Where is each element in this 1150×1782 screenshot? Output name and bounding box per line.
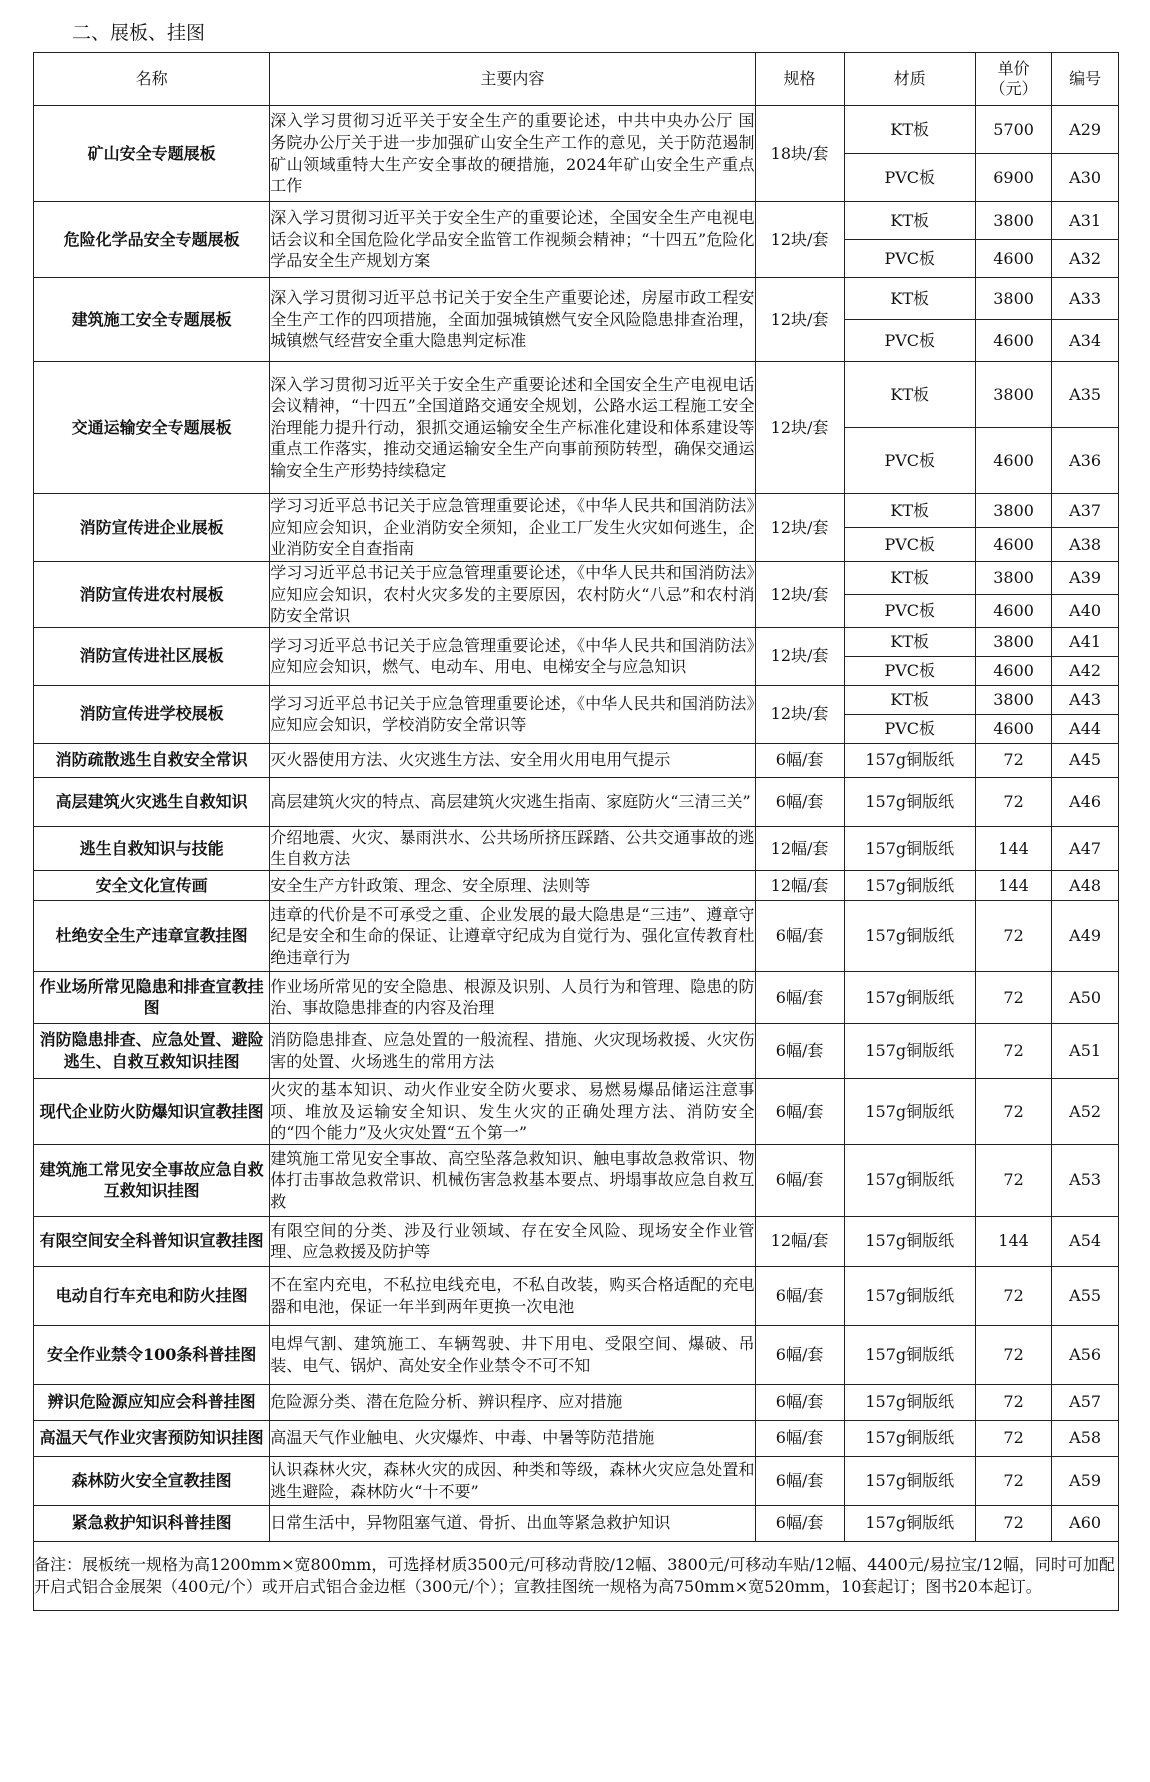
item-material: 157g铜版纸: [844, 900, 975, 971]
item-price: 4600: [975, 320, 1051, 362]
poster-row: [34, 1144, 1119, 1216]
item-material: KT板: [844, 202, 975, 240]
item-spec: 6幅/套: [755, 1505, 844, 1541]
item-spec: 12幅/套: [755, 1216, 844, 1266]
item-content: 深入学习贯彻习近平关于安全生产重要论述和全国安全生产电视电话会议精神，“十四五”全国道路交通安全规划，公路水运工程施工安全治理能力提升行动，狠抓交通运输安全生产标准化建设和体系建设等重点工作落实，推动交通运输安全生产向事前预防转型，确保交通运输安全生产形势持续稳定: [270, 362, 755, 494]
item-content: 日常生活中，异物阻塞气道、骨折、出血等紧急救护知识: [270, 1505, 755, 1541]
poster-row: [34, 826, 1119, 870]
item-content: 高层建筑火灾的特点、高层建筑火灾逃生指南、家庭防火“三清三关”: [270, 777, 755, 826]
item-code: A37: [1052, 494, 1119, 528]
item-code: A40: [1052, 594, 1119, 627]
item-price: 72: [975, 1325, 1051, 1384]
item-content: 学习习近平总书记关于应急管理重要论述，《中华人民共和国消防法》应知应会知识，农村火灾多发的主要原因，农村防火“八忌”和农村消防安全常识: [270, 562, 755, 628]
item-material: 157g铜版纸: [844, 1266, 975, 1325]
item-content: 安全生产方针政策、理念、安全原理、法则等: [270, 870, 755, 900]
item-material: 157g铜版纸: [844, 826, 975, 870]
item-material: PVC板: [844, 656, 975, 685]
item-spec: 6幅/套: [755, 743, 844, 777]
poster-row: [34, 1384, 1119, 1420]
poster-row: [34, 743, 1119, 777]
item-material: KT板: [844, 685, 975, 714]
item-price: 4600: [975, 528, 1051, 562]
item-price: 3800: [975, 494, 1051, 528]
item-code: A54: [1052, 1216, 1119, 1266]
item-price: 72: [975, 1078, 1051, 1144]
item-price: 72: [975, 900, 1051, 971]
item-name: 交通运输安全专题展板: [34, 362, 270, 494]
item-price: 3800: [975, 627, 1051, 656]
item-spec: 6幅/套: [755, 971, 844, 1023]
item-material: 157g铜版纸: [844, 870, 975, 900]
item-content: 介绍地震、火灾、暴雨洪水、公共场所挤压踩踏、公共交通事故的逃生自救方法: [270, 826, 755, 870]
item-price: 4600: [975, 428, 1051, 494]
item-code: A55: [1052, 1266, 1119, 1325]
item-material: PVC板: [844, 428, 975, 494]
header-spec: 规格: [755, 53, 844, 106]
catalog-table: [33, 52, 1119, 1611]
item-name: 安全文化宣传画: [34, 870, 270, 900]
header-name: 名称: [34, 53, 270, 106]
item-name: 作业场所常见隐患和排查宣教挂图: [34, 971, 270, 1023]
item-content: 灭火器使用方法、火灾逃生方法、安全用火用电用气提示: [270, 743, 755, 777]
item-price: 72: [975, 1023, 1051, 1078]
item-code: A33: [1052, 278, 1119, 320]
item-code: A58: [1052, 1420, 1119, 1456]
board-row: [34, 494, 1119, 528]
item-price: 4600: [975, 714, 1051, 743]
item-material: 157g铜版纸: [844, 1384, 975, 1420]
item-code: A60: [1052, 1505, 1119, 1541]
item-price: 72: [975, 1384, 1051, 1420]
header-row: [34, 53, 1119, 106]
poster-row: [34, 1023, 1119, 1078]
item-spec: 12幅/套: [755, 870, 844, 900]
item-code: A32: [1052, 240, 1119, 278]
item-name: 消防隐患排查、应急处置、避险逃生、自救互救知识挂图: [34, 1023, 270, 1078]
item-content: 深入学习贯彻习近平关于安全生产的重要论述，全国安全生产电视电话会议和全国危险化学品安全监管工作视频会精神；“十四五”危险化学品安全生产规划方案: [270, 202, 755, 278]
poster-row: [34, 1325, 1119, 1384]
item-price: 3800: [975, 278, 1051, 320]
item-material: 157g铜版纸: [844, 743, 975, 777]
item-spec: 12幅/套: [755, 826, 844, 870]
item-content: 学习习近平总书记关于应急管理重要论述，《中华人民共和国消防法》应知应会知识，燃气、电动车、用电、电梯安全与应急知识: [270, 627, 755, 685]
item-content: 有限空间的分类、涉及行业领域、存在安全风险、现场安全作业管理、应急救援及防护等: [270, 1216, 755, 1266]
item-spec: 6幅/套: [755, 1144, 844, 1216]
item-code: A43: [1052, 685, 1119, 714]
item-content: 电焊气割、建筑施工、车辆驾驶、井下用电、受限空间、爆破、吊装、电气、锅炉、高处安全作业禁令不可不知: [270, 1325, 755, 1384]
item-material: 157g铜版纸: [844, 1325, 975, 1384]
poster-row: [34, 1505, 1119, 1541]
item-spec: 6幅/套: [755, 1456, 844, 1505]
item-material: PVC板: [844, 714, 975, 743]
item-content: 违章的代价是不可承受之重、企业发展的最大隐患是“三违”、遵章守纪是安全和生命的保证、让遵章守纪成为自觉行为、强化宣传教育杜绝违章行为: [270, 900, 755, 971]
item-content: 认识森林火灾，森林火灾的成因、种类和等级，森林火灾应急处置和逃生避险，森林防火“十不要”: [270, 1456, 755, 1505]
item-content: 消防隐患排查、应急处置的一般流程、措施、火灾现场救援、火灾伤害的处置、火场逃生的常用方法: [270, 1023, 755, 1078]
note-row: [34, 1541, 1119, 1610]
item-price: 3800: [975, 202, 1051, 240]
item-spec: 6幅/套: [755, 1078, 844, 1144]
header-material: 材质: [844, 53, 975, 106]
item-price: 144: [975, 826, 1051, 870]
item-code: A45: [1052, 743, 1119, 777]
item-material: PVC板: [844, 320, 975, 362]
item-code: A36: [1052, 428, 1119, 494]
poster-row: [34, 1216, 1119, 1266]
item-spec: 6幅/套: [755, 1023, 844, 1078]
item-code: A46: [1052, 777, 1119, 826]
item-material: KT板: [844, 106, 975, 154]
item-price: 3800: [975, 685, 1051, 714]
poster-row: [34, 1456, 1119, 1505]
item-code: A51: [1052, 1023, 1119, 1078]
item-name: 电动自行车充电和防火挂图: [34, 1266, 270, 1325]
header-content: 主要内容: [270, 53, 755, 106]
item-code: A34: [1052, 320, 1119, 362]
item-code: A31: [1052, 202, 1119, 240]
item-name: 高温天气作业灾害预防知识挂图: [34, 1420, 270, 1456]
item-name: 建筑施工安全专题展板: [34, 278, 270, 362]
item-material: KT板: [844, 362, 975, 428]
section-title: 二、展板、挂图: [72, 22, 206, 44]
item-code: A57: [1052, 1384, 1119, 1420]
item-name: 消防宣传进企业展板: [34, 494, 270, 562]
item-material: PVC板: [844, 528, 975, 562]
item-spec: 12块/套: [755, 362, 844, 494]
item-name: 消防宣传进社区展板: [34, 627, 270, 685]
item-material: 157g铜版纸: [844, 1144, 975, 1216]
item-price: 3800: [975, 562, 1051, 595]
item-name: 消防宣传进学校展板: [34, 685, 270, 743]
item-name: 建筑施工常见安全事故应急自救互救知识挂图: [34, 1144, 270, 1216]
item-spec: 12块/套: [755, 627, 844, 685]
item-spec: 6幅/套: [755, 1420, 844, 1456]
item-code: A42: [1052, 656, 1119, 685]
item-spec: 6幅/套: [755, 777, 844, 826]
item-material: 157g铜版纸: [844, 1023, 975, 1078]
item-code: A44: [1052, 714, 1119, 743]
item-price: 72: [975, 1505, 1051, 1541]
item-material: KT板: [844, 278, 975, 320]
item-name: 逃生自救知识与技能: [34, 826, 270, 870]
item-code: A53: [1052, 1144, 1119, 1216]
item-price: 72: [975, 1266, 1051, 1325]
item-price: 4600: [975, 656, 1051, 685]
poster-row: [34, 1266, 1119, 1325]
item-spec: 18块/套: [755, 106, 844, 202]
item-name: 森林防火安全宣教挂图: [34, 1456, 270, 1505]
poster-row: [34, 971, 1119, 1023]
item-material: KT板: [844, 494, 975, 528]
item-spec: 12块/套: [755, 562, 844, 628]
board-row: [34, 627, 1119, 656]
item-code: A56: [1052, 1325, 1119, 1384]
item-price: 72: [975, 971, 1051, 1023]
item-material: KT板: [844, 562, 975, 595]
poster-row: [34, 777, 1119, 826]
header-code: 编号: [1052, 53, 1119, 106]
item-price: 4600: [975, 594, 1051, 627]
item-spec: 12块/套: [755, 494, 844, 562]
item-code: A52: [1052, 1078, 1119, 1144]
item-material: 157g铜版纸: [844, 1456, 975, 1505]
board-row: [34, 106, 1119, 154]
item-code: A35: [1052, 362, 1119, 428]
item-name: 矿山安全专题展板: [34, 106, 270, 202]
item-price: 3800: [975, 362, 1051, 428]
poster-row: [34, 1420, 1119, 1456]
item-name: 高层建筑火灾逃生自救知识: [34, 777, 270, 826]
item-material: PVC板: [844, 154, 975, 202]
item-code: A50: [1052, 971, 1119, 1023]
item-code: A49: [1052, 900, 1119, 971]
note-text: 备注：展板统一规格为高1200mm×宽800mm，可选择材质3500元/可移动背胶/12幅、3800元/可移动车贴/12幅、4400元/易拉宝/12幅，同时可加配开启式铝合金展架（400元/个）或开启式铝合金边框（300元/个）；宣教挂图统一规格为高750mm×宽520mm，10套起订；图书20本起订。: [34, 1541, 1119, 1610]
poster-row: [34, 1078, 1119, 1144]
item-price: 72: [975, 1456, 1051, 1505]
item-spec: 6幅/套: [755, 1384, 844, 1420]
item-price: 72: [975, 1144, 1051, 1216]
item-spec: 12块/套: [755, 278, 844, 362]
item-name: 现代企业防火防爆知识宣教挂图: [34, 1078, 270, 1144]
item-content: 学习习近平总书记关于应急管理重要论述，《中华人民共和国消防法》应知应会知识，学校消防安全常识等: [270, 685, 755, 743]
item-code: A38: [1052, 528, 1119, 562]
item-content: 不在室内充电，不私拉电线充电，不私自改装，购买合格适配的充电器和电池，保证一年半到两年更换一次电池: [270, 1266, 755, 1325]
item-content: 高温天气作业触电、火灾爆炸、中毒、中暑等防范措施: [270, 1420, 755, 1456]
item-code: A39: [1052, 562, 1119, 595]
item-material: 157g铜版纸: [844, 1420, 975, 1456]
item-content: 火灾的基本知识、动火作业安全防火要求、易燃易爆品储运注意事项、堆放及运输安全知识、发生火灾的正确处理方法、消防安全的“四个能力”及火灾处置“五个第一”: [270, 1078, 755, 1144]
item-price: 5700: [975, 106, 1051, 154]
poster-row: [34, 900, 1119, 971]
item-code: A41: [1052, 627, 1119, 656]
item-material: PVC板: [844, 594, 975, 627]
item-material: 157g铜版纸: [844, 777, 975, 826]
item-spec: 6幅/套: [755, 900, 844, 971]
item-content: 深入学习贯彻习近平总书记关于安全生产重要论述，房屋市政工程安全生产工作的四项措施，全面加强城镇燃气安全风险隐患排查治理，城镇燃气经营安全重大隐患判定标准: [270, 278, 755, 362]
item-content: 危险源分类、潜在危险分析、辨识程序、应对措施: [270, 1384, 755, 1420]
item-code: A47: [1052, 826, 1119, 870]
board-row: [34, 362, 1119, 428]
item-name: 紧急救护知识科普挂图: [34, 1505, 270, 1541]
item-name: 辨识危险源应知应会科普挂图: [34, 1384, 270, 1420]
item-spec: 12块/套: [755, 202, 844, 278]
board-row: [34, 202, 1119, 240]
item-spec: 6幅/套: [755, 1325, 844, 1384]
item-spec: 12块/套: [755, 685, 844, 743]
item-content: 建筑施工常见安全事故、高空坠落急救知识、触电事故急救常识、物体打击事故急救常识、机械伤害急救基本要点、坍塌事故应急自救互救: [270, 1144, 755, 1216]
item-content: 作业场所常见的安全隐患、根源及识别、人员行为和管理、隐患的防治、事故隐患排查的内容及治理: [270, 971, 755, 1023]
item-content: 学习习近平总书记关于应急管理重要论述，《中华人民共和国消防法》应知应会知识，企业消防安全须知，企业工厂发生火灾如何逃生，企业消防安全自查指南: [270, 494, 755, 562]
header-price: 单价 （元）: [975, 53, 1051, 106]
item-material: 157g铜版纸: [844, 1078, 975, 1144]
item-code: A29: [1052, 106, 1119, 154]
item-price: 72: [975, 777, 1051, 826]
item-price: 144: [975, 870, 1051, 900]
board-row: [34, 685, 1119, 714]
item-price: 72: [975, 1420, 1051, 1456]
item-price: 6900: [975, 154, 1051, 202]
item-price: 144: [975, 1216, 1051, 1266]
item-material: 157g铜版纸: [844, 1505, 975, 1541]
item-name: 有限空间安全科普知识宣教挂图: [34, 1216, 270, 1266]
item-name: 杜绝安全生产违章宣教挂图: [34, 900, 270, 971]
item-code: A48: [1052, 870, 1119, 900]
item-name: 消防宣传进农村展板: [34, 562, 270, 628]
item-name: 安全作业禁令100条科普挂图: [34, 1325, 270, 1384]
item-content: 深入学习贯彻习近平关于安全生产的重要论述，中共中央办公厅 国务院办公厅关于进一步加强矿山安全生产工作的意见，关于防范遏制矿山领域重特大生产安全事故的硬措施，2024年矿山安全生产重点工作: [270, 106, 755, 202]
poster-row: [34, 870, 1119, 900]
item-price: 72: [975, 743, 1051, 777]
item-material: KT板: [844, 627, 975, 656]
item-name: 危险化学品安全专题展板: [34, 202, 270, 278]
item-name: 消防疏散逃生自救安全常识: [34, 743, 270, 777]
board-row: [34, 562, 1119, 595]
item-material: PVC板: [844, 240, 975, 278]
board-row: [34, 278, 1119, 320]
item-price: 4600: [975, 240, 1051, 278]
item-spec: 6幅/套: [755, 1266, 844, 1325]
item-code: A59: [1052, 1456, 1119, 1505]
item-material: 157g铜版纸: [844, 971, 975, 1023]
item-material: 157g铜版纸: [844, 1216, 975, 1266]
item-code: A30: [1052, 154, 1119, 202]
